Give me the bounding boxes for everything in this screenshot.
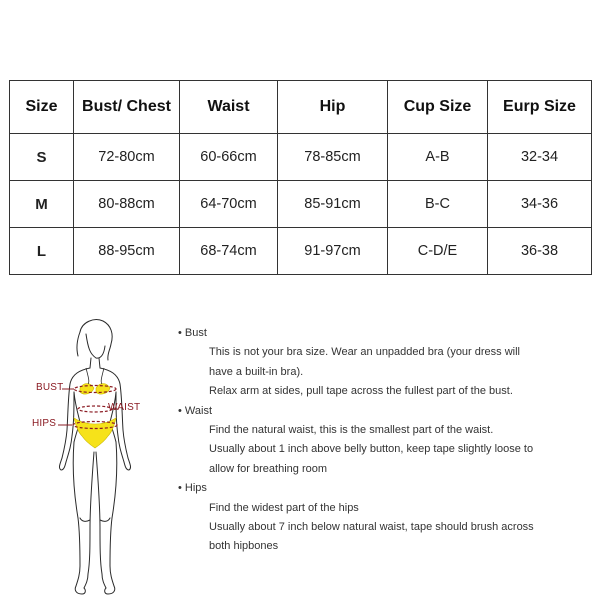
header-bust-chest: Bust/ Chest bbox=[74, 81, 180, 134]
hips-heading: • Hips bbox=[178, 482, 207, 495]
table-cell: A-B bbox=[388, 134, 488, 181]
table-row bbox=[10, 181, 592, 228]
size-chart-table bbox=[9, 80, 592, 275]
table-cell: 36-38 bbox=[488, 228, 592, 275]
table-cell: 91-97cm bbox=[278, 228, 388, 275]
table-cell: B-C bbox=[388, 181, 488, 228]
table-cell: 60-66cm bbox=[180, 134, 278, 181]
bust-line: have a built-in bra). bbox=[209, 365, 304, 378]
table-cell: L bbox=[10, 228, 74, 275]
label-hips: HIPS bbox=[32, 418, 57, 429]
bust-heading: • Bust bbox=[178, 327, 207, 339]
table-row bbox=[10, 228, 592, 275]
waist-heading: • Waist bbox=[178, 404, 212, 417]
table-cell: 72-80cm bbox=[74, 134, 180, 181]
waist-line: allow for breathing room bbox=[209, 462, 328, 475]
table-header-row bbox=[10, 81, 592, 134]
table-cell: S bbox=[10, 134, 74, 181]
bust-line: This is not your bra size. Wear an unpadded bra (your dress will bbox=[209, 346, 520, 359]
measurement-notes bbox=[178, 324, 578, 557]
table-cell: M bbox=[10, 181, 74, 228]
table-cell: 64-70cm bbox=[180, 181, 278, 228]
table-cell: 88-95cm bbox=[74, 228, 180, 275]
table-cell: 85-91cm bbox=[278, 181, 388, 228]
header-eurp-size: Eurp Size bbox=[488, 81, 592, 134]
header-size: Size bbox=[10, 81, 74, 134]
table-row bbox=[10, 134, 592, 181]
table-cell: 32-34 bbox=[488, 134, 592, 181]
header-hip: Hip bbox=[278, 81, 388, 134]
waist-line: Find the natural waist, this is the smallest part of the waist. bbox=[209, 424, 494, 437]
body-outline-illustration bbox=[28, 318, 178, 598]
table-cell: 34-36 bbox=[488, 181, 592, 228]
label-bust: BUST bbox=[36, 382, 64, 393]
measurement-figure bbox=[28, 318, 178, 598]
header-waist: Waist bbox=[180, 81, 278, 134]
header-cup-size: Cup Size bbox=[388, 81, 488, 134]
table-cell: 68-74cm bbox=[180, 228, 278, 275]
hips-line: Find the widest part of the hips bbox=[209, 501, 359, 514]
bust-line: Relax arm at sides, pull tape across the fullest part of the bust. bbox=[209, 385, 513, 398]
waist-line: Usually about 1 inch above belly button, keep tape slightly loose to bbox=[209, 443, 534, 456]
table-cell: 80-88cm bbox=[74, 181, 180, 228]
table-cell: C-D/E bbox=[388, 228, 488, 275]
label-waist: WAIST bbox=[108, 402, 141, 413]
hips-line: both hipbones bbox=[209, 540, 279, 553]
table-cell: 78-85cm bbox=[278, 134, 388, 181]
hips-line: Usually about 7 inch below natural waist, tape should brush across bbox=[209, 521, 534, 534]
